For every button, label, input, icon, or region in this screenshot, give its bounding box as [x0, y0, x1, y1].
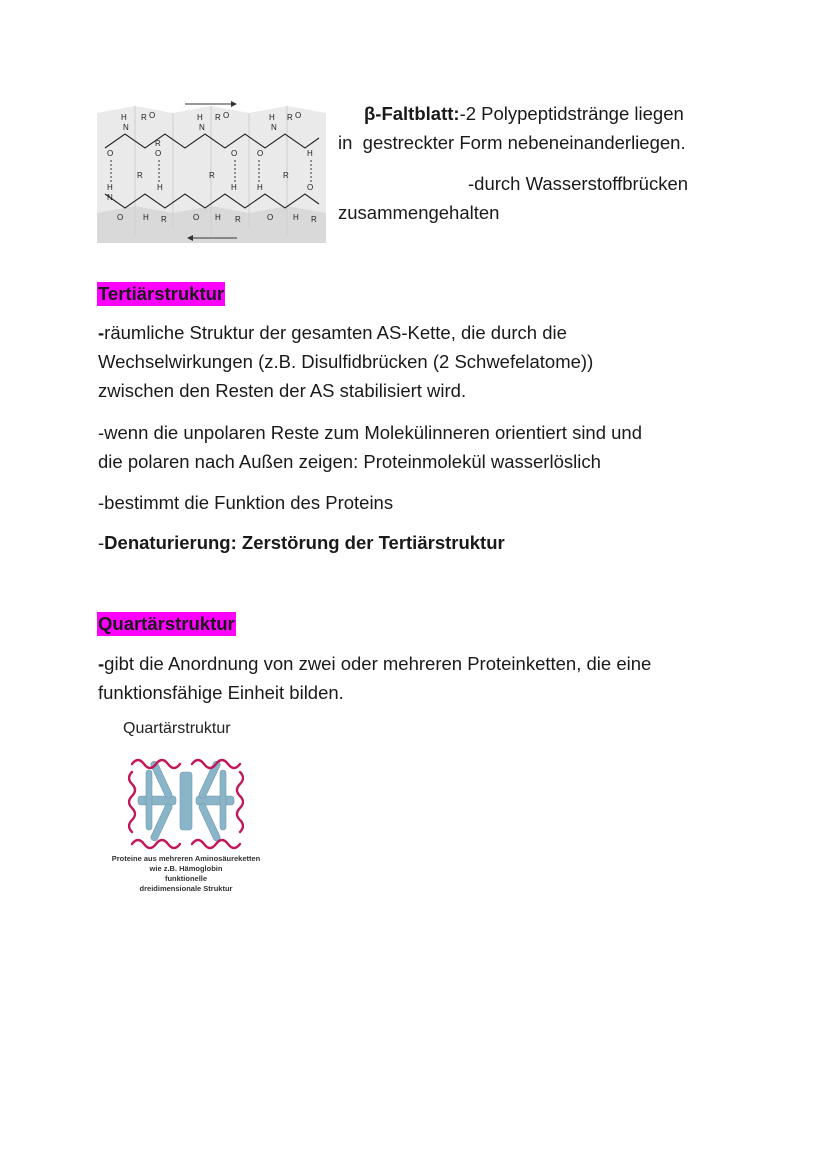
- tertiary-p1-line1: räumliche Struktur der gesamten AS-Kette, die durch die: [104, 322, 567, 343]
- svg-text:R: R: [141, 113, 147, 122]
- tertiary-p2-line2: die polaren nach Außen zeigen: Proteinmolekül wasserlöslich: [98, 451, 601, 472]
- svg-text:R: R: [235, 215, 241, 224]
- svg-text:O: O: [117, 213, 124, 222]
- svg-text:H: H: [143, 213, 149, 222]
- hemoglobin-icon: [128, 750, 244, 858]
- svg-text:H: H: [215, 213, 221, 222]
- quaternary-heading-wrap: [97, 612, 236, 636]
- tertiary-heading-wrap: [97, 282, 225, 306]
- svg-text:H: H: [307, 149, 313, 158]
- beta-sheet-term: β-Faltblatt:: [364, 103, 460, 124]
- tertiary-p2-line1: -wenn die unpolaren Reste zum Molekülinneren orientiert sind und: [98, 422, 643, 443]
- tertiary-p4-dash: -: [98, 532, 105, 553]
- quaternary-heading: Quartärstruktur: [98, 613, 235, 634]
- beta-sheet-line3: -durch Wasserstoffbrücken: [468, 173, 689, 194]
- svg-text:H: H: [197, 113, 203, 122]
- tertiary-p2: [98, 418, 642, 476]
- beta-sheet-diagram: [97, 98, 326, 246]
- quaternary-figure-title: Quartärstruktur: [123, 720, 231, 737]
- tertiary-p1: [98, 318, 593, 405]
- svg-text:O: O: [155, 149, 162, 158]
- svg-text:R: R: [209, 171, 215, 180]
- svg-text:R: R: [287, 113, 293, 122]
- svg-text:H: H: [121, 113, 127, 122]
- tertiary-heading: Tertiärstruktur: [98, 283, 225, 304]
- beta-sheet-figure: [97, 98, 326, 246]
- caption-line-2: wie z.B. Hämoglobin: [149, 864, 223, 873]
- svg-text:R: R: [311, 215, 317, 224]
- svg-text:H: H: [107, 183, 113, 192]
- quaternary-p1-line2: funktionsfähige Einheit bilden.: [98, 682, 344, 703]
- caption-line-4: dreidimensionale Struktur: [139, 884, 233, 893]
- svg-text:N: N: [199, 123, 205, 132]
- svg-text:R: R: [283, 171, 289, 180]
- caption-line-1: Proteine aus mehreren Aminosäureketten: [111, 854, 261, 863]
- beta-sheet-line1: [364, 99, 684, 128]
- caption-line-3: funktionelle: [164, 874, 208, 883]
- svg-text:H: H: [157, 183, 163, 192]
- svg-text:R: R: [155, 139, 161, 148]
- svg-text:N: N: [271, 123, 277, 132]
- svg-text:R: R: [161, 215, 167, 224]
- svg-text:O: O: [193, 213, 200, 222]
- svg-text:R: R: [137, 171, 143, 180]
- svg-text:O: O: [223, 111, 230, 120]
- svg-text:H: H: [269, 113, 275, 122]
- svg-text:O: O: [307, 183, 314, 192]
- tertiary-p4: [98, 528, 505, 557]
- svg-text:O: O: [231, 149, 238, 158]
- beta-sheet-line4: zusammengehalten: [338, 202, 500, 223]
- svg-text:N: N: [123, 123, 129, 132]
- quaternary-p1-line1: gibt die Anordnung von zwei oder mehreren Proteinketten, die eine: [104, 653, 652, 674]
- svg-text:R: R: [215, 113, 221, 122]
- svg-text:O: O: [149, 111, 156, 120]
- tertiary-p3: -bestimmt die Funktion des Proteins: [98, 492, 394, 513]
- tertiary-p1-dash: -: [98, 322, 105, 343]
- beta-sheet-line1-rest: -2 Polypeptidstränge liegen: [459, 103, 684, 124]
- svg-text:N: N: [107, 193, 113, 202]
- beta-sheet-line2: in gestreckter Form nebeneinanderliegen.: [338, 132, 686, 153]
- quaternary-p1: [98, 649, 651, 707]
- quaternary-figure-caption: [98, 854, 274, 894]
- svg-text:O: O: [257, 149, 264, 158]
- svg-text:O: O: [267, 213, 274, 222]
- tertiary-p1-line2: Wechselwirkungen (z.B. Disulfidbrücken (2 Schwefelatome)): [98, 351, 594, 372]
- svg-text:H: H: [231, 183, 237, 192]
- quaternary-p1-dash: -: [98, 653, 105, 674]
- svg-text:H: H: [293, 213, 299, 222]
- tertiary-p4-bold: Denaturierung: Zerstörung der Tertiärstruktur: [104, 532, 505, 553]
- quaternary-figure: [98, 718, 274, 898]
- svg-text:O: O: [107, 149, 114, 158]
- svg-text:O: O: [295, 111, 302, 120]
- svg-text:H: H: [257, 183, 263, 192]
- tertiary-p1-line3: zwischen den Resten der AS stabilisiert wird.: [98, 380, 467, 401]
